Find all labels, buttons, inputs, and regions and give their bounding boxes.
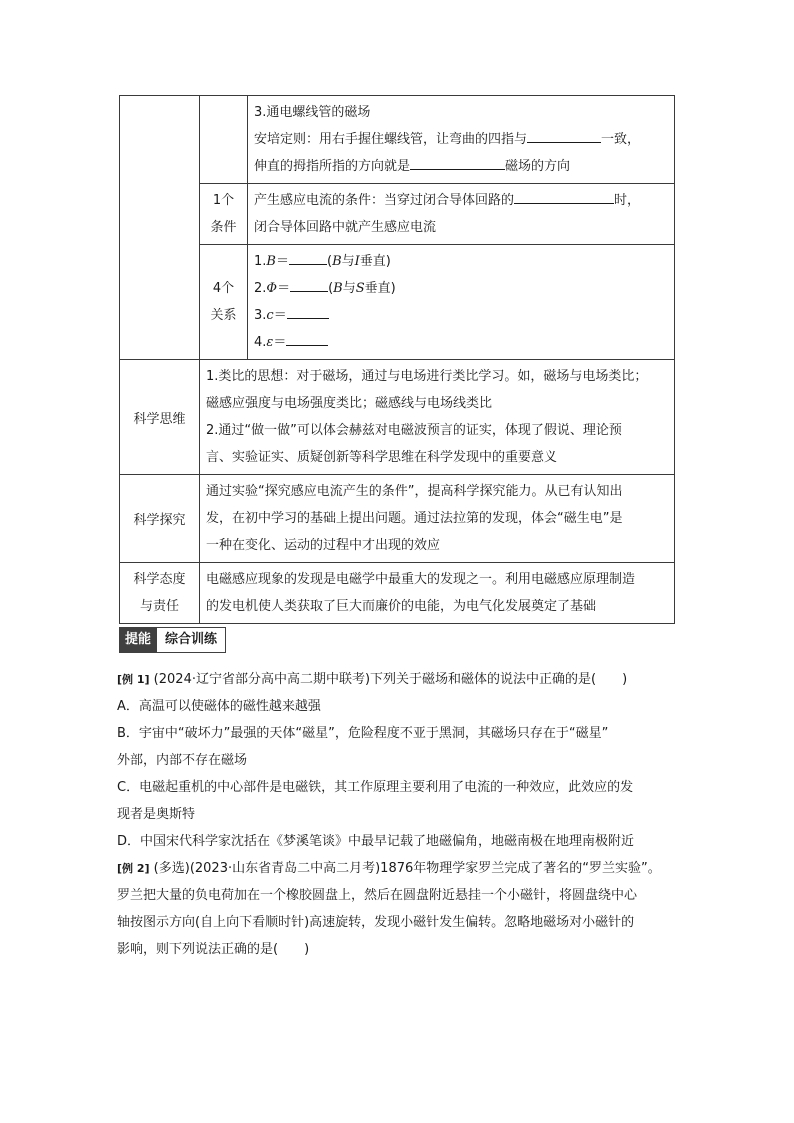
content-cell [200,563,675,624]
heading-tag: 提能 [119,627,157,653]
content-cell [248,245,675,360]
row-label-cell [200,184,248,245]
heading-title: 综合训练 [157,627,226,653]
content-line: 发，在初中学习的基础上提出问题。通过法拉第的发现，体会“磁生电”是 [206,511,623,526]
example-label: [例 2] [117,862,150,875]
content-line: 闭合导体回路中就产生感应电流 [254,220,437,235]
content-line: 一种在变化、运动的过程中才出现的效应 [206,538,441,553]
answer-blank[interactable] [514,189,614,204]
question-stem: [例 2] (多选)(2023·山东省青岛二中高二月考)1876年物理学家罗兰完成了著名的“罗兰实验”。 [117,855,677,882]
formula-line: 1.B＝ (B与I垂直) [254,248,668,275]
answer-blank[interactable] [289,250,327,265]
content-cell [248,96,675,184]
content-line: 1.类比的思想：对于磁场，通过与电场进行类比学习。如，磁场与电场类比； [206,369,648,384]
section-heading [119,627,226,653]
answer-blank[interactable] [527,128,601,143]
example-1 [117,666,677,855]
option-b-continued: 外部，内部不存在磁场 [117,753,248,768]
exercises [117,666,677,963]
section-label: 科学思维 [133,411,186,427]
row-label: 4个 [212,281,235,296]
content-line: 的发电机使人类获取了巨大而廉价的电能，为电气化发展奠定了基础 [206,599,597,614]
option-d[interactable]: D．中国宋代科学家沈括在《梦溪笔谈》中最早记载了地磁偏角，地磁南极在地理南极附近 [117,834,635,849]
table-row [120,184,675,245]
option-a[interactable]: A．高温可以使磁体的磁性越来越强 [117,699,321,714]
formula-line: 2.Φ＝ (B与S垂直) [254,275,668,302]
content-line: 言、实验证实、质疑创新等科学思维在科学发现中的重要意义 [206,450,558,465]
row-label: 1个 [212,193,235,208]
content-line: 产生感应电流的条件：当穿过闭合导体回路的 时， [254,187,668,214]
answer-blank[interactable] [286,331,328,346]
row-label: 条件 [210,220,237,235]
section-label: 与责任 [139,599,179,614]
content-line: 磁感应强度与电场强度类比；磁感线与电场线类比 [206,396,493,411]
answer-blank[interactable] [287,304,329,319]
content-line: 2.通过“做一做”可以体会赫兹对电磁波预言的证实，体现了假说、理论预 [206,423,622,438]
option-b[interactable]: B．宇宙中“破坏力”最强的天体“磁星”，危险程度不亚于黑洞，其磁场只存在于“磁星” [117,726,609,741]
content-line: 安培定则：用右手握住螺线管，让弯曲的四指与 一致， [254,126,668,153]
section-label-cell [120,96,200,360]
question-stem-line: 影响，则下列说法正确的是( ) [117,942,310,957]
table-row [120,96,675,184]
formula-line: 4.ε＝ [254,329,668,356]
option-c-continued: 现者是奥斯特 [117,807,196,822]
section-label-cell [120,360,200,475]
table-row [120,563,675,624]
answer-blank[interactable] [410,155,505,170]
row-label-cell [200,96,248,184]
content-cell [200,475,675,563]
row-label-cell [200,245,248,360]
row-label: 关系 [210,308,237,323]
table-row [120,360,675,475]
table-row [120,475,675,563]
content-line: 3.通电螺线管的磁场 [254,105,371,120]
section-label-cell [120,475,200,563]
section-label: 科学态度 [133,572,186,587]
section-label: 科学探究 [133,513,186,528]
question-stem: [例 1] (2024·辽宁省部分高中高二期中联考)下列关于磁场和磁体的说法中正确的是( ) [117,666,677,693]
content-cell [248,184,675,245]
content-line: 伸直的拇指所指的方向就是 磁场的方向 [254,153,668,180]
formula-line: 3.c＝ [254,302,668,329]
content-line: 通过实验“探究感应电流产生的条件”，提高科学探究能力。从已有认知出 [206,484,623,499]
content-cell [200,360,675,475]
example-label: [例 1] [117,673,150,686]
question-stem-line: 轴按图示方向(自上向下看顺时针)高速旋转，发现小磁针发生偏转。忽略地磁场对小磁针的 [117,915,635,930]
content-line: 电磁感应现象的发现是电磁学中最重大的发现之一。利用电磁感应原理制造 [206,572,636,587]
answer-blank[interactable] [290,277,328,292]
example-2 [117,855,677,963]
section-label-cell [120,563,200,624]
table-row [120,245,675,360]
summary-table [119,95,675,624]
option-c[interactable]: C．电磁起重机的中心部件是电磁铁，其工作原理主要利用了电流的一种效应，此效应的发 [117,780,634,795]
question-stem-line: 罗兰把大量的负电荷加在一个橡胶圆盘上，然后在圆盘附近悬挂一个小磁针，将圆盘绕中心 [117,888,638,903]
